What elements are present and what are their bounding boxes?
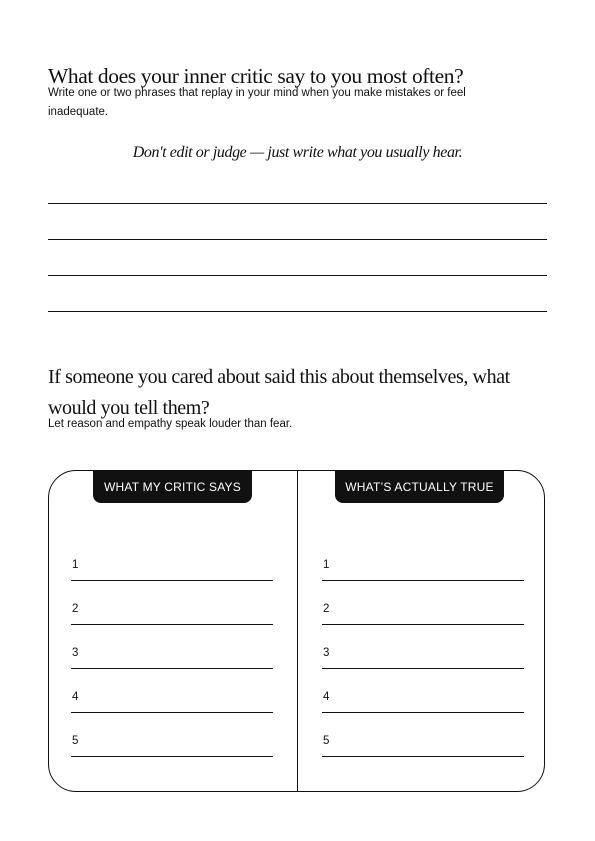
compassion-question-instructions: Let reason and empathy speak louder than fear. (48, 418, 293, 430)
entry-number: 4 (72, 691, 79, 703)
entry-number: 1 (72, 559, 79, 571)
critic-question-heading: What does your inner critic say to you most often? (48, 64, 464, 89)
entry-line (322, 668, 524, 669)
writing-line-3[interactable] (48, 275, 547, 276)
entry-number: 3 (323, 647, 330, 659)
entry-number: 1 (323, 559, 330, 571)
critic-question-instructions: Write one or two phrases that replay in your mind when you make mistakes or feel inadequate. (48, 87, 466, 118)
entry-number: 5 (72, 735, 79, 747)
entry-line (322, 624, 524, 625)
writing-line-1[interactable] (48, 203, 547, 204)
critic-entry-3[interactable] (71, 647, 273, 669)
entry-number: 4 (323, 691, 330, 703)
critic-vs-truth-table (48, 470, 545, 792)
critic-entry-4[interactable] (71, 691, 273, 713)
critic-entry-2[interactable] (71, 603, 273, 625)
entry-number: 2 (323, 603, 330, 615)
critic-entry-1[interactable] (71, 559, 273, 581)
truth-entry-2[interactable] (322, 603, 524, 625)
compassion-question-heading: If someone you cared about said this about themselves, what would you tell them? (48, 365, 510, 419)
writing-line-4[interactable] (48, 311, 547, 312)
truth-entry-5[interactable] (322, 735, 524, 757)
critic-column-header: WHAT MY CRITIC SAYS (93, 470, 252, 503)
entry-line (71, 756, 273, 757)
truth-entry-1[interactable] (322, 559, 524, 581)
truth-entry-4[interactable] (322, 691, 524, 713)
entry-line (322, 712, 524, 713)
entry-line (322, 580, 524, 581)
entry-line (71, 580, 273, 581)
writing-line-2[interactable] (48, 239, 547, 240)
entry-line (71, 712, 273, 713)
entry-number: 2 (72, 603, 79, 615)
entry-line (322, 756, 524, 757)
entry-number: 5 (323, 735, 330, 747)
critic-entry-5[interactable] (71, 735, 273, 757)
truth-entry-3[interactable] (322, 647, 524, 669)
column-divider (297, 471, 298, 791)
truth-column-header: WHAT’S ACTUALLY TRUE (335, 470, 504, 503)
entry-line (71, 624, 273, 625)
entry-line (71, 668, 273, 669)
entry-number: 3 (72, 647, 79, 659)
writing-prompt: Don't edit or judge — just write what you usually hear. (132, 144, 463, 161)
